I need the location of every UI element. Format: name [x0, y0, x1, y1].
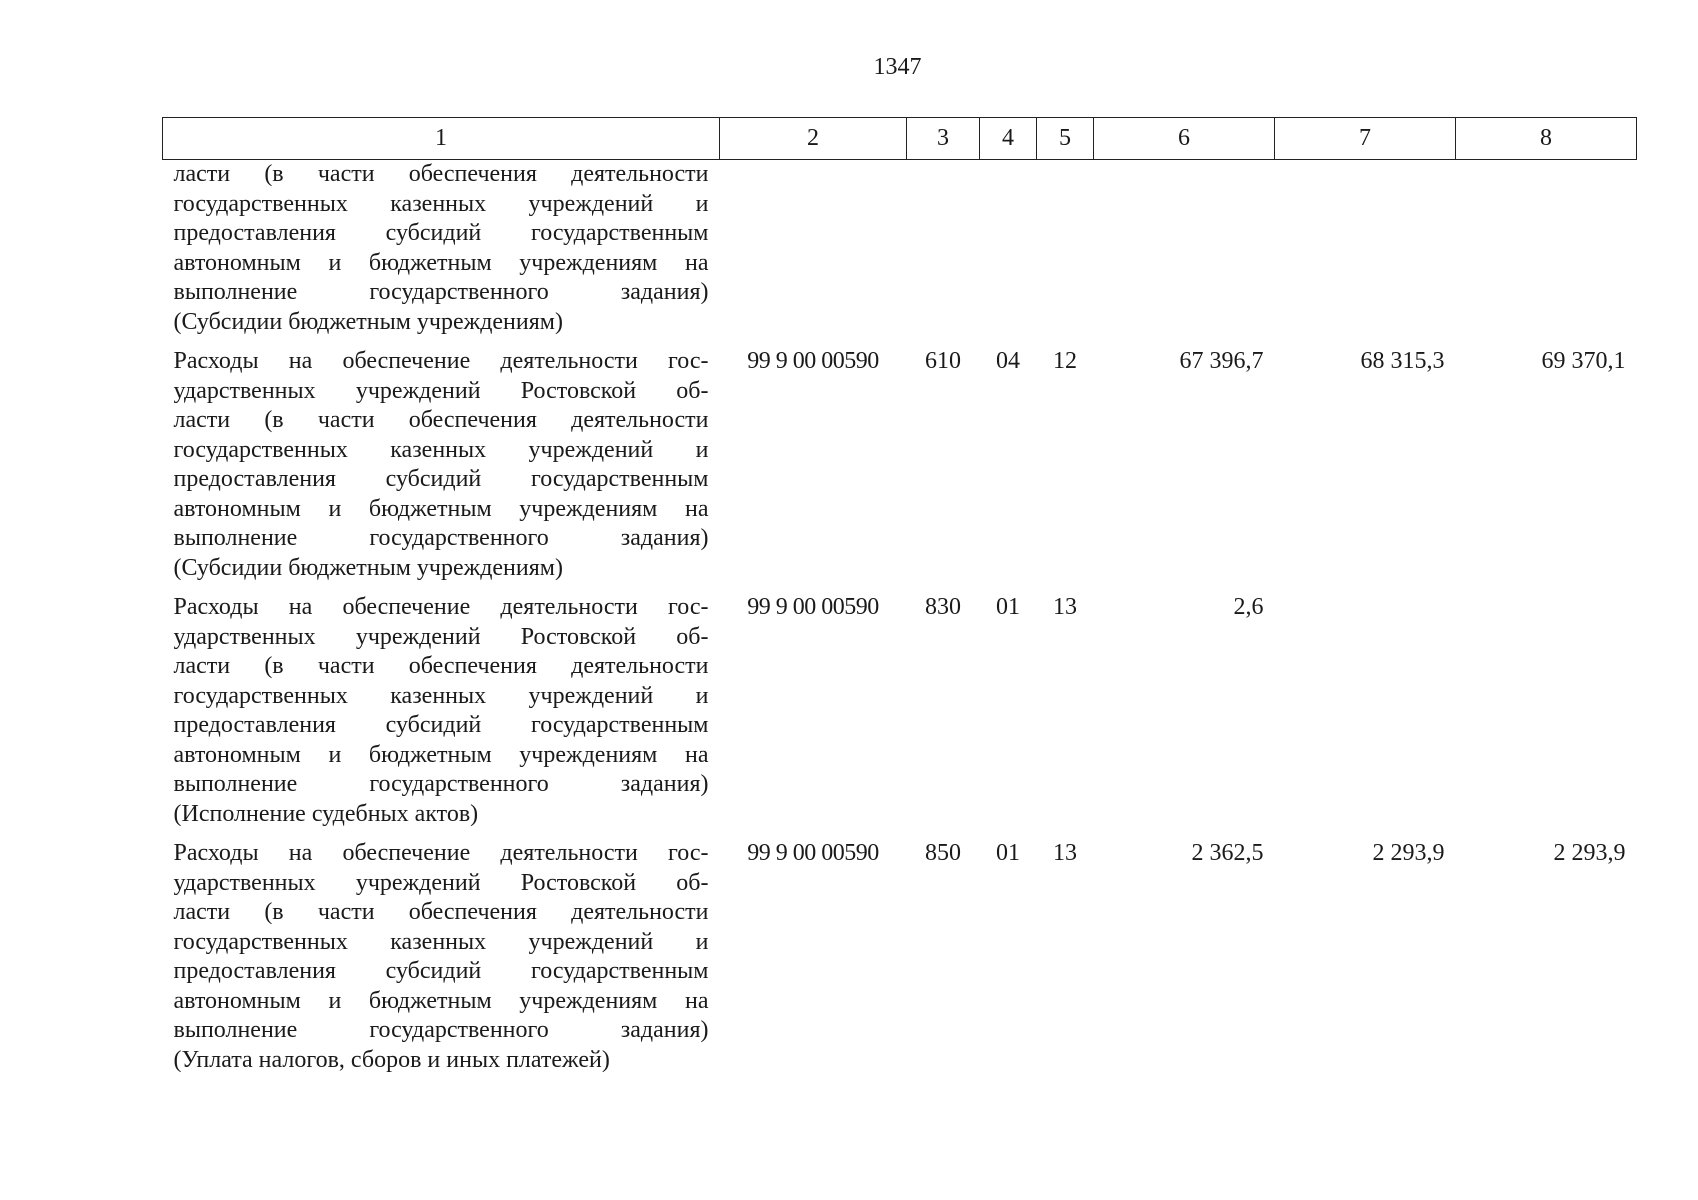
description-line: (Уплата налогов, сборов и иных платежей) — [173, 1046, 610, 1073]
section-code: 01 — [996, 840, 1020, 866]
description-line: автономным и бюджетным учреждениям на — [173, 987, 709, 1014]
description-line: государственных казенных учреждений и — [173, 436, 709, 463]
description-line: ударственных учреждений Ростовской об- — [173, 623, 709, 650]
description-line: (Субсидии бюджетным учреждениям) — [173, 308, 563, 335]
column-header-3: 3 — [907, 118, 980, 160]
table-header-row — [163, 118, 1637, 160]
row-description — [163, 347, 720, 593]
table-row — [163, 593, 1637, 839]
description-line: ударственных учреждений Ростовской об- — [173, 869, 709, 896]
description-line: ударственных учреждений Ростовской об- — [173, 377, 709, 404]
column-header-5: 5 — [1037, 118, 1094, 160]
description-line: выполнение государственного задания) — [173, 525, 709, 551]
row-description — [163, 839, 720, 1085]
description-line: предоставления субсидий государственным — [173, 220, 709, 246]
description-line: автономным и бюджетным учреждениям на — [173, 495, 709, 522]
subsection-code: 13 — [1053, 594, 1077, 620]
expense-type-code: 610 — [925, 348, 961, 374]
amount-col-7 — [1275, 593, 1456, 839]
description-line: государственных казенных учреждений и — [173, 190, 709, 217]
row-description — [163, 593, 720, 839]
amount-col-8 — [1456, 593, 1637, 839]
description-line: предоставления субсидий государственным — [173, 466, 709, 492]
description-line: (Субсидии бюджетным учреждениям) — [173, 554, 563, 581]
page-number: 1347 — [873, 54, 922, 80]
target-article-code: 99 9 00 00590 — [747, 594, 879, 620]
description-line: Расходы на обеспечение деятельности гос- — [173, 348, 709, 374]
description-line: автономным и бюджетным учреждениям на — [173, 249, 709, 276]
description-line: автономным и бюджетным учреждениям на — [173, 741, 709, 768]
section-code: 01 — [996, 594, 1020, 620]
description-line: (Исполнение судебных актов) — [173, 800, 479, 827]
amount-col-8: 69 370,1 — [1541, 348, 1626, 374]
description-line: ласти (в части обеспечения деятельности — [173, 653, 709, 679]
description-line: Расходы на обеспечение деятельности гос- — [173, 594, 709, 620]
section-code: 04 — [996, 348, 1020, 374]
description-line: государственных казенных учреждений и — [173, 928, 709, 955]
amount-col-6: 2,6 — [1233, 594, 1264, 620]
description-line: ласти (в части обеспечения деятельности — [173, 161, 709, 187]
description-line: выполнение государственного задания) — [173, 279, 709, 305]
expense-type-code: 850 — [925, 840, 961, 866]
description-line: ласти (в части обеспечения деятельности — [173, 407, 709, 433]
amount-col-7: 2 293,9 — [1372, 840, 1445, 866]
table-row — [163, 347, 1637, 593]
description-line: государственных казенных учреждений и — [173, 682, 709, 709]
description-line: Расходы на обеспечение деятельности гос- — [173, 840, 709, 866]
description-line: выполнение государственного задания) — [173, 1017, 709, 1043]
amount-col-6: 67 396,7 — [1179, 348, 1264, 374]
target-article-code: 99 9 00 00590 — [747, 840, 879, 866]
column-header-7: 7 — [1275, 118, 1456, 160]
target-article-code: 99 9 00 00590 — [747, 348, 879, 374]
amount-col-6: 2 362,5 — [1191, 840, 1264, 866]
description-line: предоставления субсидий государственным — [173, 712, 709, 738]
column-header-1: 1 — [163, 118, 720, 160]
description-line: ласти (в части обеспечения деятельности — [173, 899, 709, 925]
amount-col-7: 68 315,3 — [1360, 348, 1445, 374]
table-row-continuation — [163, 160, 1637, 348]
subsection-code: 12 — [1053, 348, 1077, 374]
table-row — [163, 839, 1637, 1085]
column-header-4: 4 — [980, 118, 1037, 160]
expense-type-code: 830 — [925, 594, 961, 620]
column-header-2: 2 — [720, 118, 907, 160]
column-header-8: 8 — [1456, 118, 1637, 160]
description-line: предоставления субсидий государственным — [173, 958, 709, 984]
budget-table — [162, 117, 1637, 1085]
column-header-6: 6 — [1094, 118, 1275, 160]
subsection-code: 13 — [1053, 840, 1077, 866]
row-description — [163, 160, 720, 348]
description-line: выполнение государственного задания) — [173, 771, 709, 797]
amount-col-8: 2 293,9 — [1553, 840, 1626, 866]
